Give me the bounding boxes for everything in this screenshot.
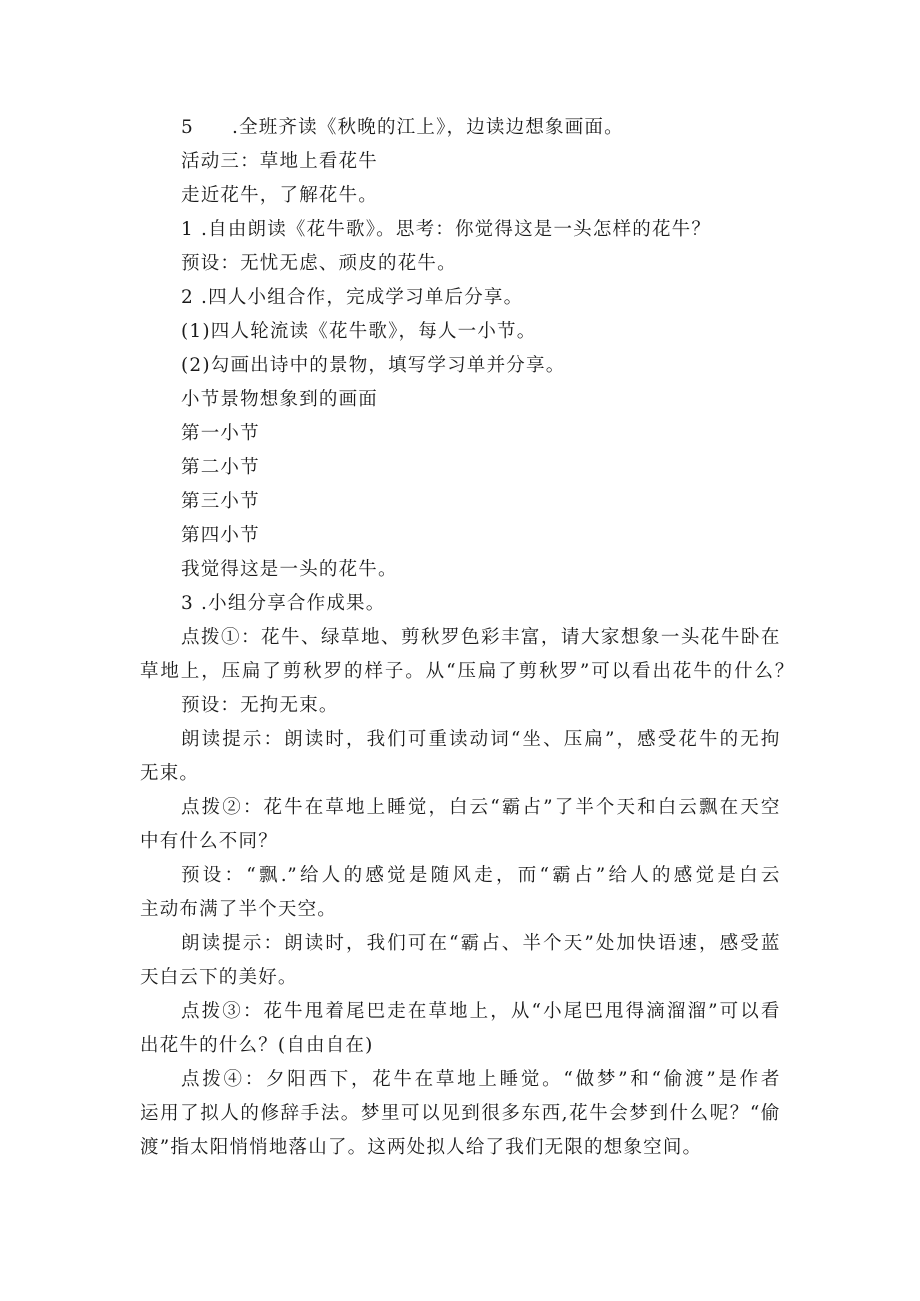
table-row: 第一小节 [181, 423, 260, 444]
paragraph: 走近花牛，了解花牛。 [181, 185, 379, 206]
tip-4-line-2: 运用了拟人的修辞手法。梦里可以见到很多东西,花牛会梦到什么呢？“偷 [140, 1103, 780, 1124]
fill-in-sentence: 我觉得这是一头的花牛。 [181, 559, 398, 580]
item-5-number: 5 [181, 117, 193, 138]
reading-tip-2-line-2: 天白云下的美好。 [140, 967, 298, 988]
item-5-text: .全班齐读《秋晚的江上》，边读边想象画面。 [232, 117, 624, 138]
tip-3-line-1: 点拨③：花牛甩着尾巴走在草地上，从“小尾巴甩得滴溜溜”可以看 [181, 1001, 780, 1022]
table-header: 小节景物想象到的画面 [181, 389, 379, 410]
question-3: 3 .小组分享合作成果。 [181, 593, 386, 614]
question-2-sub-2: (2)勾画出诗中的景物，填写学习单并分享。 [181, 355, 566, 376]
question-2: 2 .四人小组合作，完成学习单后分享。 [181, 287, 524, 308]
preset-3-line-1: 预设：“飘.”给人的感觉是随风走，而“霸占”给人的感觉是白云 [181, 865, 780, 886]
preset-1: 预设：无忧无虑、顽皮的花牛。 [181, 253, 457, 274]
tip-4-line-3: 渡”指太阳悄悄地落山了。这两处拟人给了我们无限的想象空间。 [140, 1137, 703, 1158]
question-2-sub-1: (1)四人轮流读《花牛歌》，每人一小节。 [181, 321, 537, 342]
tip-1-line-1: 点拨①：花牛、绿草地、剪秋罗色彩丰富，请大家想象一头花牛卧在 [181, 627, 780, 648]
reading-tip-2-line-1: 朗读提示：朗读时，我们可在“霸占、半个天”处加快语速，感受蓝 [181, 933, 780, 954]
reading-tip-1-line-1: 朗读提示：朗读时，我们可重读动词“坐、压扁”，感受花牛的无拘 [181, 729, 780, 750]
activity-heading: 活动三：草地上看花牛 [181, 151, 379, 172]
preset-3-line-2: 主动布满了半个天空。 [140, 899, 338, 920]
tip-2-line-2: 中有什么不同？ [140, 831, 278, 852]
reading-tip-1-line-2: 无束。 [140, 763, 200, 784]
table-row: 第三小节 [181, 491, 260, 512]
question-1: 1 .自由朗读《花牛歌》。思考：你觉得这是一头怎样的花牛？ [181, 219, 712, 240]
table-row: 第四小节 [181, 525, 260, 546]
tip-2-line-1: 点拨②：花牛在草地上睡觉，白云“霸占”了半个天和白云飘在天空 [181, 797, 780, 818]
tip-3-line-2: 出花牛的什么？(自由自在) [140, 1035, 374, 1056]
tip-4-line-1: 点拨④：夕阳西下，花牛在草地上睡觉。“做梦”和“偷渡”是作者 [181, 1069, 780, 1090]
table-row: 第二小节 [181, 457, 260, 478]
tip-1-line-2: 草地上，压扁了剪秋罗的样子。从“压扁了剪秋罗”可以看出花牛的什么？ [140, 661, 794, 682]
preset-2: 预设：无拘无束。 [181, 695, 339, 716]
